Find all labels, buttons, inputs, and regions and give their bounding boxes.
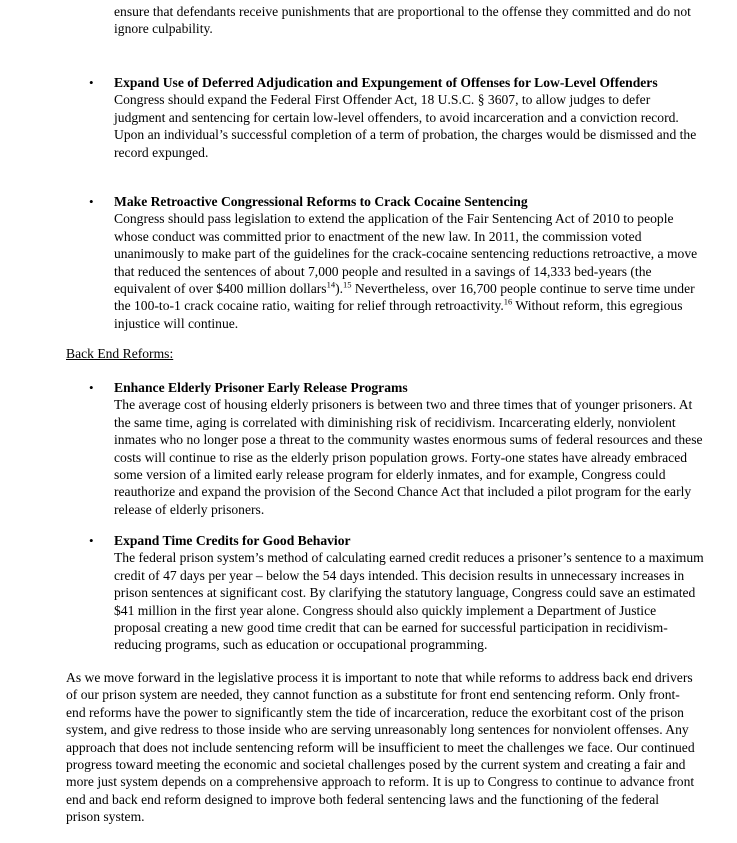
footnote-ref: 15: [343, 279, 352, 290]
item-body: Congress should pass legislation to extend the application of the Fair Sentencing Act of 2010 to people whose conduct was committed prior to enactment of the new law. In 2011, the commission voted unanimously to make part of the guidelines for the crack-cocaine sentencing reductions retroactive, a move that reduced the sentences of about 7,000 people and resulted in a savings of 14,333 bed-years (the equivalent of over $400 million dollars$^{14}$).$^{15}$ Nevertheless, over 16,700 people continue to serve time under the 100-to-1 crack cocaine ratio, waiting for relief through retroactivity.$^{16}$ Without reform, this egregious injustice will continue.: [114, 211, 698, 331]
item-heading: Enhance Elderly Prisoner Early Release Programs: [114, 380, 408, 395]
section-title-back-end: Back End Reforms:: [66, 346, 174, 361]
footnote-ref: 16: [503, 296, 513, 307]
item-body: The federal prison system’s method of calculating earned credit reduces a prisoner’s sentence to a maximum credit of 47 days per year – below the 54 days intended. This decision results in unnecessary increases in prison sentences at significant cost. By clarifying the statutory language, Congress could save an estimated $41 million in the first year alone. Congress should also quickly implement a Department of Justice proposal creating a new good time credit that can be earned for successful participation in recidivism-reducing programs, such as education or occupational programming.: [114, 550, 704, 653]
intro-continuation: ensure that defendants receive punishments that are proportional to the offense they committed and do not ignore culpability.: [114, 4, 691, 37]
item-elderly-release: [114, 379, 704, 518]
item-deferred-adjudication: [114, 74, 704, 161]
item-body: Congress should expand the Federal First Offender Act, 18 U.S.C. § 3607, to allow judges to defer judgment and sentencing for certain low-level offenders, to avoid incarceration and a conviction record. Upon an individual’s successful completion of a term of probation, the charges would be dismissed and the record expunged.: [114, 92, 697, 160]
item-crack-cocaine: [114, 193, 704, 332]
item-heading: Expand Time Credits for Good Behavior: [114, 533, 351, 548]
bullet-icon: •: [89, 533, 94, 548]
bullet-icon: •: [89, 380, 94, 395]
item-time-credits: [114, 532, 704, 654]
item-body: The average cost of housing elderly prisoners is between two and three times that of younger prisoners. At the same time, aging is correlated with diminishing risk of recidivism. Incarcerating elderly, nonviolent inmates who no longer pose a threat to the community wastes enormous sums of federal resources and these costs will continue to rise as the elderly prison population grows. Forty-one states have already embraced some version of a limited early release program for elderly inmates, and for example, Congress could reauthorize and expand the provision of the Second Chance Act that included a pilot program for the early release of elderly prisoners.: [114, 397, 703, 517]
closing-paragraph: As we move forward in the legislative process it is important to note that while reforms to address back end drivers of our prison system are needed, they cannot function as a substitute for front end sentencing reform. Only front-end reforms have the power to significantly stem the tide of incarceration, reduce the exorbitant cost of the prison system, and give redress to those inside who are serving unreasonably long sentences for nonviolent offenses. Any approach that does not include sentencing reform will be insufficient to meet the challenges we face. Our continued progress toward meeting the economic and societal challenges posed by the current system and creating a fair and more just system depends on a comprehensive approach to reform. It is up to Congress to continue to advance front end and back end reform designed to improve both federal sentencing laws and the functioning of the federal prison system.: [66, 670, 695, 825]
item-heading: Expand Use of Deferred Adjudication and Expungement of Offenses for Low-Level Offenders: [114, 75, 658, 90]
item-heading: Make Retroactive Congressional Reforms to Crack Cocaine Sentencing: [114, 194, 528, 209]
footnote-ref: 14: [326, 279, 336, 290]
bullet-icon: •: [89, 194, 94, 209]
bullet-icon: •: [89, 75, 94, 90]
